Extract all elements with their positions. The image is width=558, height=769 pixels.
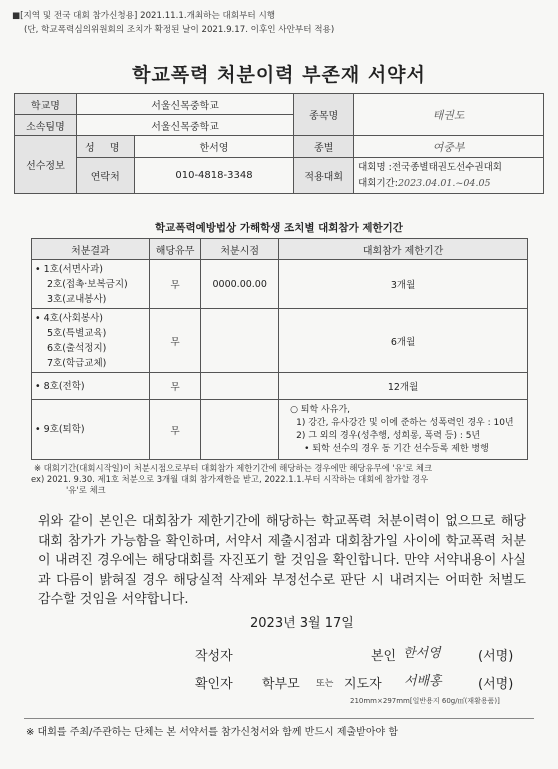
row-2-date bbox=[201, 309, 279, 373]
row-3-period: 12개월 bbox=[279, 373, 528, 400]
restriction-subtitle: 학교폭력예방법상 가해학생 조치별 대회참가 제한기간 bbox=[155, 222, 403, 234]
header-result: 처분결과 bbox=[32, 239, 150, 260]
name-value: 한서영 bbox=[134, 136, 294, 158]
header-applicable: 해당유무 bbox=[149, 239, 201, 260]
measure-9: • 9호(퇴학) bbox=[35, 424, 85, 435]
event-cell bbox=[354, 158, 544, 194]
coach-signature: 서배홍 bbox=[404, 674, 442, 689]
measure-4: • 4호(사회봉사) bbox=[35, 312, 103, 324]
row-1-result bbox=[32, 260, 150, 309]
document-title: 학교폭력 처분이력 부존재 서약서 bbox=[132, 64, 426, 86]
seal-2: (서명) bbox=[478, 677, 514, 692]
player-info-table bbox=[14, 93, 544, 194]
restriction-table bbox=[31, 238, 528, 460]
or-label: 또는 bbox=[316, 679, 334, 689]
team-label: 소속팀명 bbox=[15, 115, 77, 136]
bottom-note: ※ 대회를 주최/주관하는 단체는 본 서약서를 참가신청서와 함께 반드시 제출받아야 함 bbox=[26, 727, 398, 738]
coach-label: 지도자 bbox=[344, 677, 382, 692]
row-3-status: 무 bbox=[149, 373, 201, 400]
reason-line-4: • 퇴학 선수의 경우 동 기간 선수등록 제한 병행 bbox=[304, 443, 489, 454]
row-3-date bbox=[201, 373, 279, 400]
self-signature: 한서영 bbox=[403, 646, 441, 661]
player-info-label: 선수정보 bbox=[15, 136, 77, 194]
event-name-label: 대회명 : bbox=[358, 161, 392, 173]
self-label: 본인 bbox=[371, 649, 397, 664]
contact-label: 연락처 bbox=[76, 158, 134, 194]
team-value: 서울신목중학교 bbox=[76, 115, 293, 136]
expulsion-reason bbox=[279, 400, 528, 460]
measure-6: 6호(출석정지) bbox=[47, 342, 107, 354]
event-period-value: 2023.04.01.~04.05 bbox=[398, 177, 491, 189]
measure-8: • 8호(전학) bbox=[35, 380, 85, 392]
row-1-status: 무 bbox=[149, 260, 201, 309]
measure-5: 5호(특별교육) bbox=[47, 327, 107, 339]
notice-line-2: (단, 학교폭력심의위원회의 조치가 확정된 날이 2021.9.17. 이후인 사안부터 적용) bbox=[24, 25, 335, 35]
reason-line-1: ○ 퇴학 사유가, bbox=[290, 404, 350, 415]
parent-label: 학부모 bbox=[262, 677, 300, 692]
bottom-divider bbox=[24, 718, 534, 719]
contact-value: 010-4818-3348 bbox=[134, 158, 294, 194]
signature-date: 2023년 3월 17일 bbox=[250, 616, 354, 631]
paper-size-note: 210mm×297mm[일반용지 60g/㎡(재활용품)] bbox=[350, 697, 500, 705]
measure-1: • 1호(서면사과) bbox=[35, 263, 103, 275]
name-label: 성 명 bbox=[76, 136, 134, 158]
measure-3: 3호(교내봉사) bbox=[47, 293, 107, 305]
seal-1: (서명) bbox=[478, 649, 514, 664]
confirmer-label: 확인자 bbox=[195, 677, 233, 692]
row-1-date: 0000.00.00 bbox=[201, 260, 279, 309]
sport-label: 종목명 bbox=[294, 94, 354, 136]
reason-line-2: 1) 강간, 유사강간 및 이에 준하는 성폭력인 경우 : 10년 bbox=[296, 417, 514, 428]
table-footnote-2: ex) 2021. 9.30. 제1호 처분으로 3개월 대회 참가제한을 받고, 2022.1.1.부터 시작하는 대회에 참가할 경우 bbox=[31, 474, 429, 484]
row-4-result bbox=[32, 400, 150, 460]
table-footnote-3: '유'로 체크 bbox=[66, 485, 106, 495]
row-1-period: 3개월 bbox=[279, 260, 528, 309]
event-label: 적용대회 bbox=[294, 158, 354, 194]
row-3-result bbox=[32, 373, 150, 400]
category-label: 종별 bbox=[294, 136, 354, 158]
pledge-text: 위와 같이 본인은 대회참가 제한기간에 해당하는 학교폭력 처분이력이 없으므로 해당 대회 참가가 가능함을 확인하며, 서약서 제출시점과 대회참가일 사이에 학교폭력 처분이 내려진 경우에는 해당대회를 자진포기 할 것임을 확인합니다. 만약 서약내용이 사실과 다름이 밝혀질 경우 해당실적 삭제와 부정선수로 판단 시 내려지는 어떠한 처벌도 감수할 것임을 서약합니다. bbox=[38, 514, 526, 607]
header-date: 처분시점 bbox=[201, 239, 279, 260]
measure-7: 7호(학급교체) bbox=[47, 357, 107, 369]
row-2-period: 6개월 bbox=[279, 309, 528, 373]
header-period: 대회참가 제한기간 bbox=[279, 239, 528, 260]
event-period-label: 대회기간: bbox=[358, 177, 399, 189]
row-2-result bbox=[32, 309, 150, 373]
category-value: 여중부 bbox=[354, 136, 544, 158]
notice-line-1: ■[지역 및 전국 대회 참가신청용] 2021.11.1.개최하는 대회부터 시행 bbox=[12, 11, 276, 21]
reason-line-3: 2) 그 외의 경우(성추행, 성희롱, 폭력 등) : 5년 bbox=[296, 430, 481, 441]
sport-value: 태권도 bbox=[354, 94, 544, 136]
row-4-date bbox=[201, 400, 279, 460]
row-4-status: 무 bbox=[149, 400, 201, 460]
event-name-value: 전국종별태권도선수권대회 bbox=[391, 161, 502, 173]
table-footnote-1: ※ 대회기간(대회시작일)이 처분시점으로부터 대회참가 제한기간에 해당하는 경우에만 해당유무에 '유'로 체크 bbox=[34, 463, 433, 473]
school-label: 학교명 bbox=[15, 94, 77, 115]
row-2-status: 무 bbox=[149, 309, 201, 373]
measure-2: 2호(접촉·보복금지) bbox=[47, 278, 128, 290]
school-value: 서울신목중학교 bbox=[76, 94, 293, 115]
writer-label: 작성자 bbox=[195, 649, 233, 664]
